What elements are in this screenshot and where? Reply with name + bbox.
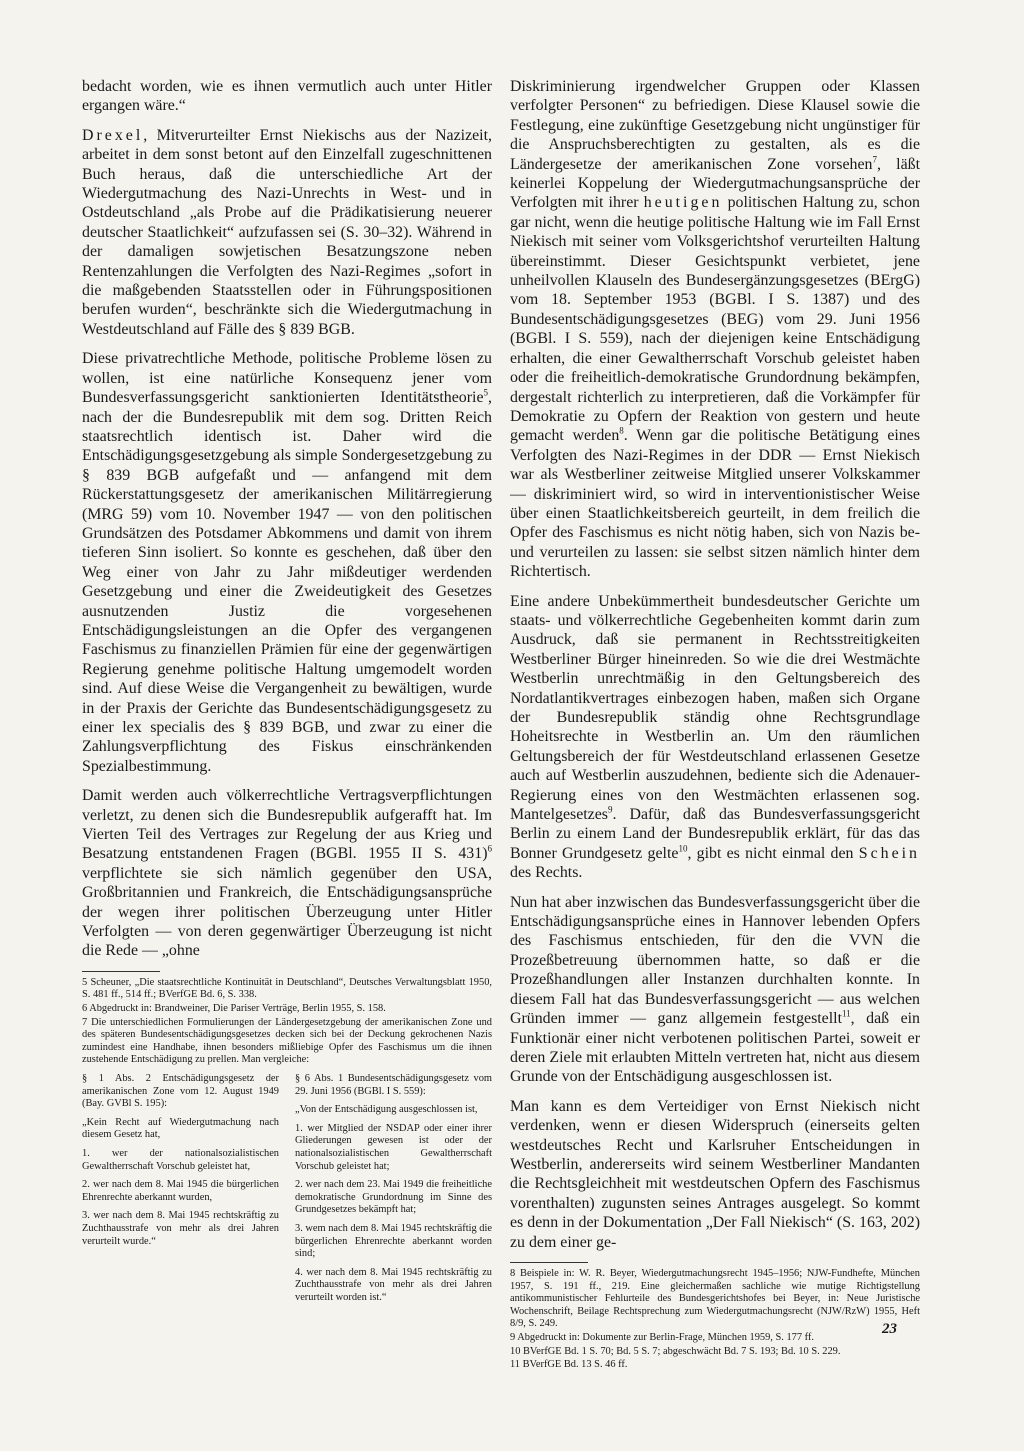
footnote-ref: 8 <box>619 426 624 437</box>
footnote-ref: 11 <box>841 1008 851 1019</box>
footnote-item: „Von der Entschädigung ausgeschlossen ist, <box>295 1104 478 1116</box>
paragraph <box>510 592 920 883</box>
author-name: Drexel <box>82 126 144 144</box>
left-column <box>82 77 492 1311</box>
text: politischen Haltung zu, schon gar nicht, wenn die heutige politische Haltung wie im Fall Ernst Niekisch mit seiner vom Volksgerichtshof verurteilten Haltung übereinstimmt. Dieser Gesichtspunkt verbietet, jene unheilvollen Klauseln des Bundesergänzungsgesetzes (BErgG) vom 18. September 1953 (BGBl. I S. 1387) und des Bundesentschädigungsgesetzes (BEG) vom 29. Juni 1956 (BGBl. I S. 559), nach der diejenigen keine Entschädigung erhalten, die einer Gewaltherrschaft Vorschub geleistet haben oder die freiheitlich-demokratische Grundordnung bekämpfen, dergestalt richterlich zu interpretieren, daß die Vorkämpfer für Demokratie zu Opfern der Reaktion von gestern und heute gemacht werden <box>510 194 920 445</box>
page-number: 23 <box>882 1321 897 1337</box>
paragraph <box>82 786 492 961</box>
text: bedacht worden, wie es ihnen vermutlich auch unter Hitler ergangen wäre.“ <box>82 78 492 115</box>
paragraph <box>510 1097 920 1252</box>
footnote-divider <box>510 1262 588 1263</box>
footnote-ref: 10 <box>678 843 688 854</box>
footnote-item: 2. wer nach dem 23. Mai 1949 die freiheitliche demokratische Grundordnung im Sinne des Grundgesetzes bekämpft hat; <box>295 1179 492 1216</box>
emphasis: heutigen <box>643 194 723 212</box>
text: , gibt es nicht einmal den <box>687 844 859 862</box>
footnote-item: „Kein Recht auf Wiedergutmachung nach diesem Gesetz hat, <box>82 1116 279 1141</box>
footnote-ref: 9 <box>607 804 613 815</box>
paragraph <box>82 349 492 776</box>
text: . Wenn gar die politische Betätigung eines Verfolgten des Nazi-Regimes in der DDR — Ernst Niekisch war als Westberliner zeitweise Mitglied unserer Volkskammer — diskriminiert wird, so wird in interventionistischer Weise über einen Staatlichkeitsbereich geurteilt, in dem freilich die Opfer des Faschismus es nicht nötig haben, sich von Nazis be- und verurteilen zu lassen: sie selbst sitzen nämlich hinter dem Richtertisch. <box>510 427 921 581</box>
paragraph <box>82 77 492 116</box>
footnote-comparison <box>82 1073 492 1311</box>
paragraph <box>82 126 492 339</box>
text: , Mitverurteilter Ernst Niekischs aus der Nazizeit, arbeitet in dem sonst betont auf den Einzelfall zugeschnittenen Buch heraus, daß die unterschiedliche Art der Wiedergutmachung des Nazi-Unrechts in West- und in Ostdeutschland „als Probe auf die Prädikatisierung neuerer deutscher Staatlichkeit“ aufzufassen sei (S. 30–32). Während in der damaligen sowjetischen Besatzungszone neben Rentenzahlungen die Verfolgten des Nazi-Regimes „sofort in die maßgebenden Staatsstellen oder in Führungspositionen berufen wurden“, beschränkte sich die Wiedergutmachung in Westdeutschland auf Fälle des § 839 BGB. <box>82 126 492 338</box>
text: verpflichtete sie sich nämlich gegenüber den USA, Großbritannien und Frankreich, die Entschädigungsansprüche der wegen ihrer politischen Überzeugung unter Hitler Verfolgten — von deren gegenwärtiger Überzeugung ist nicht die Rede — „ohne <box>82 864 492 960</box>
text: Diese privatrechtliche Methode, politische Probleme lösen zu wollen, ist eine natürliche Konsequenz jener vom Bundesverfassungsgericht sanktionierten Identitätstheorie <box>82 350 492 407</box>
footnote-item: 3. wer nach dem 8. Mai 1945 rechtskräftig zu Zuchthausstrafe von mehr als drei Jahren verurteilt wurde.“ <box>82 1210 279 1247</box>
paragraph <box>510 893 920 1087</box>
footnote-ref: 7 <box>872 154 877 165</box>
footnote-ref: 6 <box>487 844 492 855</box>
footnote-item: 2. wer nach dem 8. Mai 1945 die bürgerlichen Ehrenrechte aberkannt wurden, <box>82 1179 279 1203</box>
footnote-column-left <box>82 1073 279 1311</box>
footnote: 10 BVerfGE Bd. 1 S. 70; Bd. 5 S. 7; abgeschwächt Bd. 7 S. 193; Bd. 10 S. 229. <box>510 1345 841 1357</box>
text: des Rechts. <box>510 864 583 882</box>
footnote: 5 Scheuner, „Die staatsrechtliche Kontinuität in Deutschland“, Deutsches Verwaltungsblatt 1950, S. 481 ff., 514 ff.; BVerfGE Bd. 6, S. 338. <box>82 976 492 1001</box>
right-column <box>510 77 920 1373</box>
footnote: 8 Beispiele in: W. R. Beyer, Wiedergutmachungsrecht 1945–1956; NJW-Fundhefte, München 1957, S. 191 ff., 219. Eine gleichermaßen sachliche wie mutige Richtigstellung antikommunistischer Fehlurteile des Bundesgerichtshofes bei Beyer, in: Neue Juristische Wochenschrift, Beilage Rechtsprechung zum Wiedergutmachungsrecht (NJW/RzW) 1955, Heft 8/9, S. 249. <box>510 1267 920 1330</box>
footnote: 11 BVerfGE Bd. 13 S. 46 ff. <box>510 1359 628 1371</box>
footnote-column-right <box>295 1073 492 1311</box>
footnote-item: 3. wem nach dem 8. Mai 1945 rechtskräftig die bürgerlichen Ehrenrechte aberkannt worden sind; <box>295 1222 492 1260</box>
footnote-item: 1. wer der nationalsozialistischen Gewaltherrschaft Vorschub geleistet hat, <box>82 1148 279 1172</box>
text: Nun hat aber inzwischen das Bundesverfassungsgericht über die Entschädigungsansprüche eines in Hannover lebenden Opfers des Faschismus entschieden, für den die VVN die Prozeßbetreuung übernommen hatte, so daß er die Prozeßhandlungen aller Instanzen durchhalten konnte. In diesem Fall hat das Bundesverfassungsgericht — aus welchen Gründen immer — ganz allgemein festgestellt <box>510 893 920 1028</box>
paragraph <box>510 77 920 582</box>
text: Man kann es dem Verteidiger von Ernst Niekisch nicht verdenken, wenn er diesen Widerspruch (einerseits gelten westdeutsches Recht und Karlsruher Entscheidungen in Westberlin, andererseits wird seinem Westberliner Mandanten die Rechtsgleichheit mit westdeutschen Opfern des Faschismus vorenthalten) zugunsten seines Antrages ausgelegt. So kommt es denn in der Dokumentation „Der Fall Niekisch“ (S. 163, 202) zu dem einer ge- <box>510 1097 920 1251</box>
text: . Dafür, daß das Bundesverfassungsgericht Berlin zu einem Land der Bundesrepublik erklärt, für das das Bonner Grundgesetz gelte <box>510 806 920 862</box>
footnote-divider <box>82 971 160 972</box>
footnote: 6 Abgedruckt in: Brandweiner, Die Pariser Verträge, Berlin 1955, S. 158. <box>82 1003 386 1015</box>
footnote-item: 1. wer Mitglied der NSDAP oder einer ihrer Gliederungen gewesen ist oder der nationalsozialistischen Gewaltherrschaft Vorschub geleistet hat; <box>295 1122 492 1172</box>
footnote: 7 Die unterschiedlichen Formulierungen der Ländergesetzgebung der amerikanischen Zone und des späteren Bundesentschädigungsgesetzes decken sich bei der Deckung gekrochenen Nazis zumindest eine Handhabe, ihnen besonders mißliebige Opfer des Faschismus um die ihnen zustehende Entschädigung zu prellen. Man vergleiche: <box>82 1016 492 1066</box>
footnote: 9 Abgedruckt in: Dokumente zur Berlin-Frage, München 1959, S. 177 ff. <box>510 1331 814 1343</box>
footnote-ref: 5 <box>483 387 489 398</box>
text: , daß ein Funktionär einer nicht verbotenen politischen Partei, soweit er deren Ziele mit erlaubten Mitteln vertreten hat, nicht aus diesem Grunde von der Entschädigung ausgeschlossen ist. <box>510 1010 920 1086</box>
footnote-item: § 6 Abs. 1 Bundesentschädigungsgesetz vom 29. Juni 1956 (BGBl. I S. 559): <box>295 1073 492 1097</box>
footnote-item: 4. wer nach dem 8. Mai 1945 rechtskräftig zu Zuchthausstrafe von mehr als drei Jahren verurteilt worden ist.“ <box>295 1266 492 1303</box>
footnote-item: § 1 Abs. 2 Entschädigungsgesetz der amerikanischen Zone vom 12. August 1949 (Bay. GVBl S. 195): <box>82 1073 279 1110</box>
text: , nach der die Bundesrepublik mit dem sog. Dritten Reich staatsrechtlich identisch ist. Daher wird die Entschädigungsgesetzgebung als simple Sondergesetzgebung zu § 839 BGB aufgefaßt und — anfangend mit dem Rückerstattungsgesetz der amerikanischen Militärregierung (MRG 59) vom 10. November 1947 — von den politischen Grundsätzen des Potsdamer Abkommens und damit von ihrem tieferen Sinn isoliert. So konnte es geschehen, daß über den Weg einer von Jahr zu Jahr mißdeutiger werdenden Gesetzgebung und einer die Zweideutigkeit des Gesetzes ausnutzenden Justiz die vorgesehenen Entschädigungsleistungen an die Opfer des vergangenen Faschismus zu finanziellen Prämien für eine der gegenwärtigen Regierung genehme politische Haltung umgemodelt worden sind. Auf diese Weise die Vergangenheit zu bewältigen, wurde in der Praxis der Gerichte das Bundesentschädigungsgesetz zu einer lex specialis des § 839 BGB, und zwar zu einer die Zahlungsverpflichtung des Fiskus einschränkenden Spezialbestimmung. <box>82 389 492 775</box>
text: Damit werden auch völkerrechtliche Vertragsverpflichtungen verletzt, zu denen sich die Bundesrepublik aufgerafft hat. Im Vierten Teil des Vertrages zur Regelung der aus Krieg und Besatzung entstandenen Fragen (BGBl. 1955 II S. 431) <box>82 787 492 863</box>
text: Eine andere Unbekümmertheit bundesdeutscher Gerichte um staats- und völkerrechtliche Gegebenheiten kommt darin zum Ausdruck, daß sie permanent in Rechtsstreitigkeiten Westberliner Bürger hineinreden. So wie die drei Westmächte Westberlin unrechtmäßig in den Geltungsbereich des Nordatlantikvertrages einbezogen haben, maßen sich Organe der Bundesrepublik ständig ohne Rechtsgrundlage Hoheitsrechte in Westberlin an. Um den räumlichen Geltungsbereich der für Westdeutschland erlassenen Gesetze auch auf Westberlin auszudehnen, bediente sich die Adenauer-Regierung eines von den Westmächten erlassenen sog. Mantelgesetzes <box>510 592 920 824</box>
text: , läßt keinerlei Koppelung der Wiedergutmachungsansprüche der Verfolgten mit ihrer <box>510 155 920 212</box>
text: Diskriminierung irgendwelcher Gruppen oder Klassen verfolgter Personen“ zu befriedigen. Diese Klausel sowie die Festlegung, eine zukünftige Gesetzgebung nicht ungünstiger für die Anspruchsberechtigten zu gestalten, als es die Ländergesetze der amerikanischen Zone vorsehen <box>510 78 920 173</box>
emphasis: Schein <box>858 844 920 862</box>
